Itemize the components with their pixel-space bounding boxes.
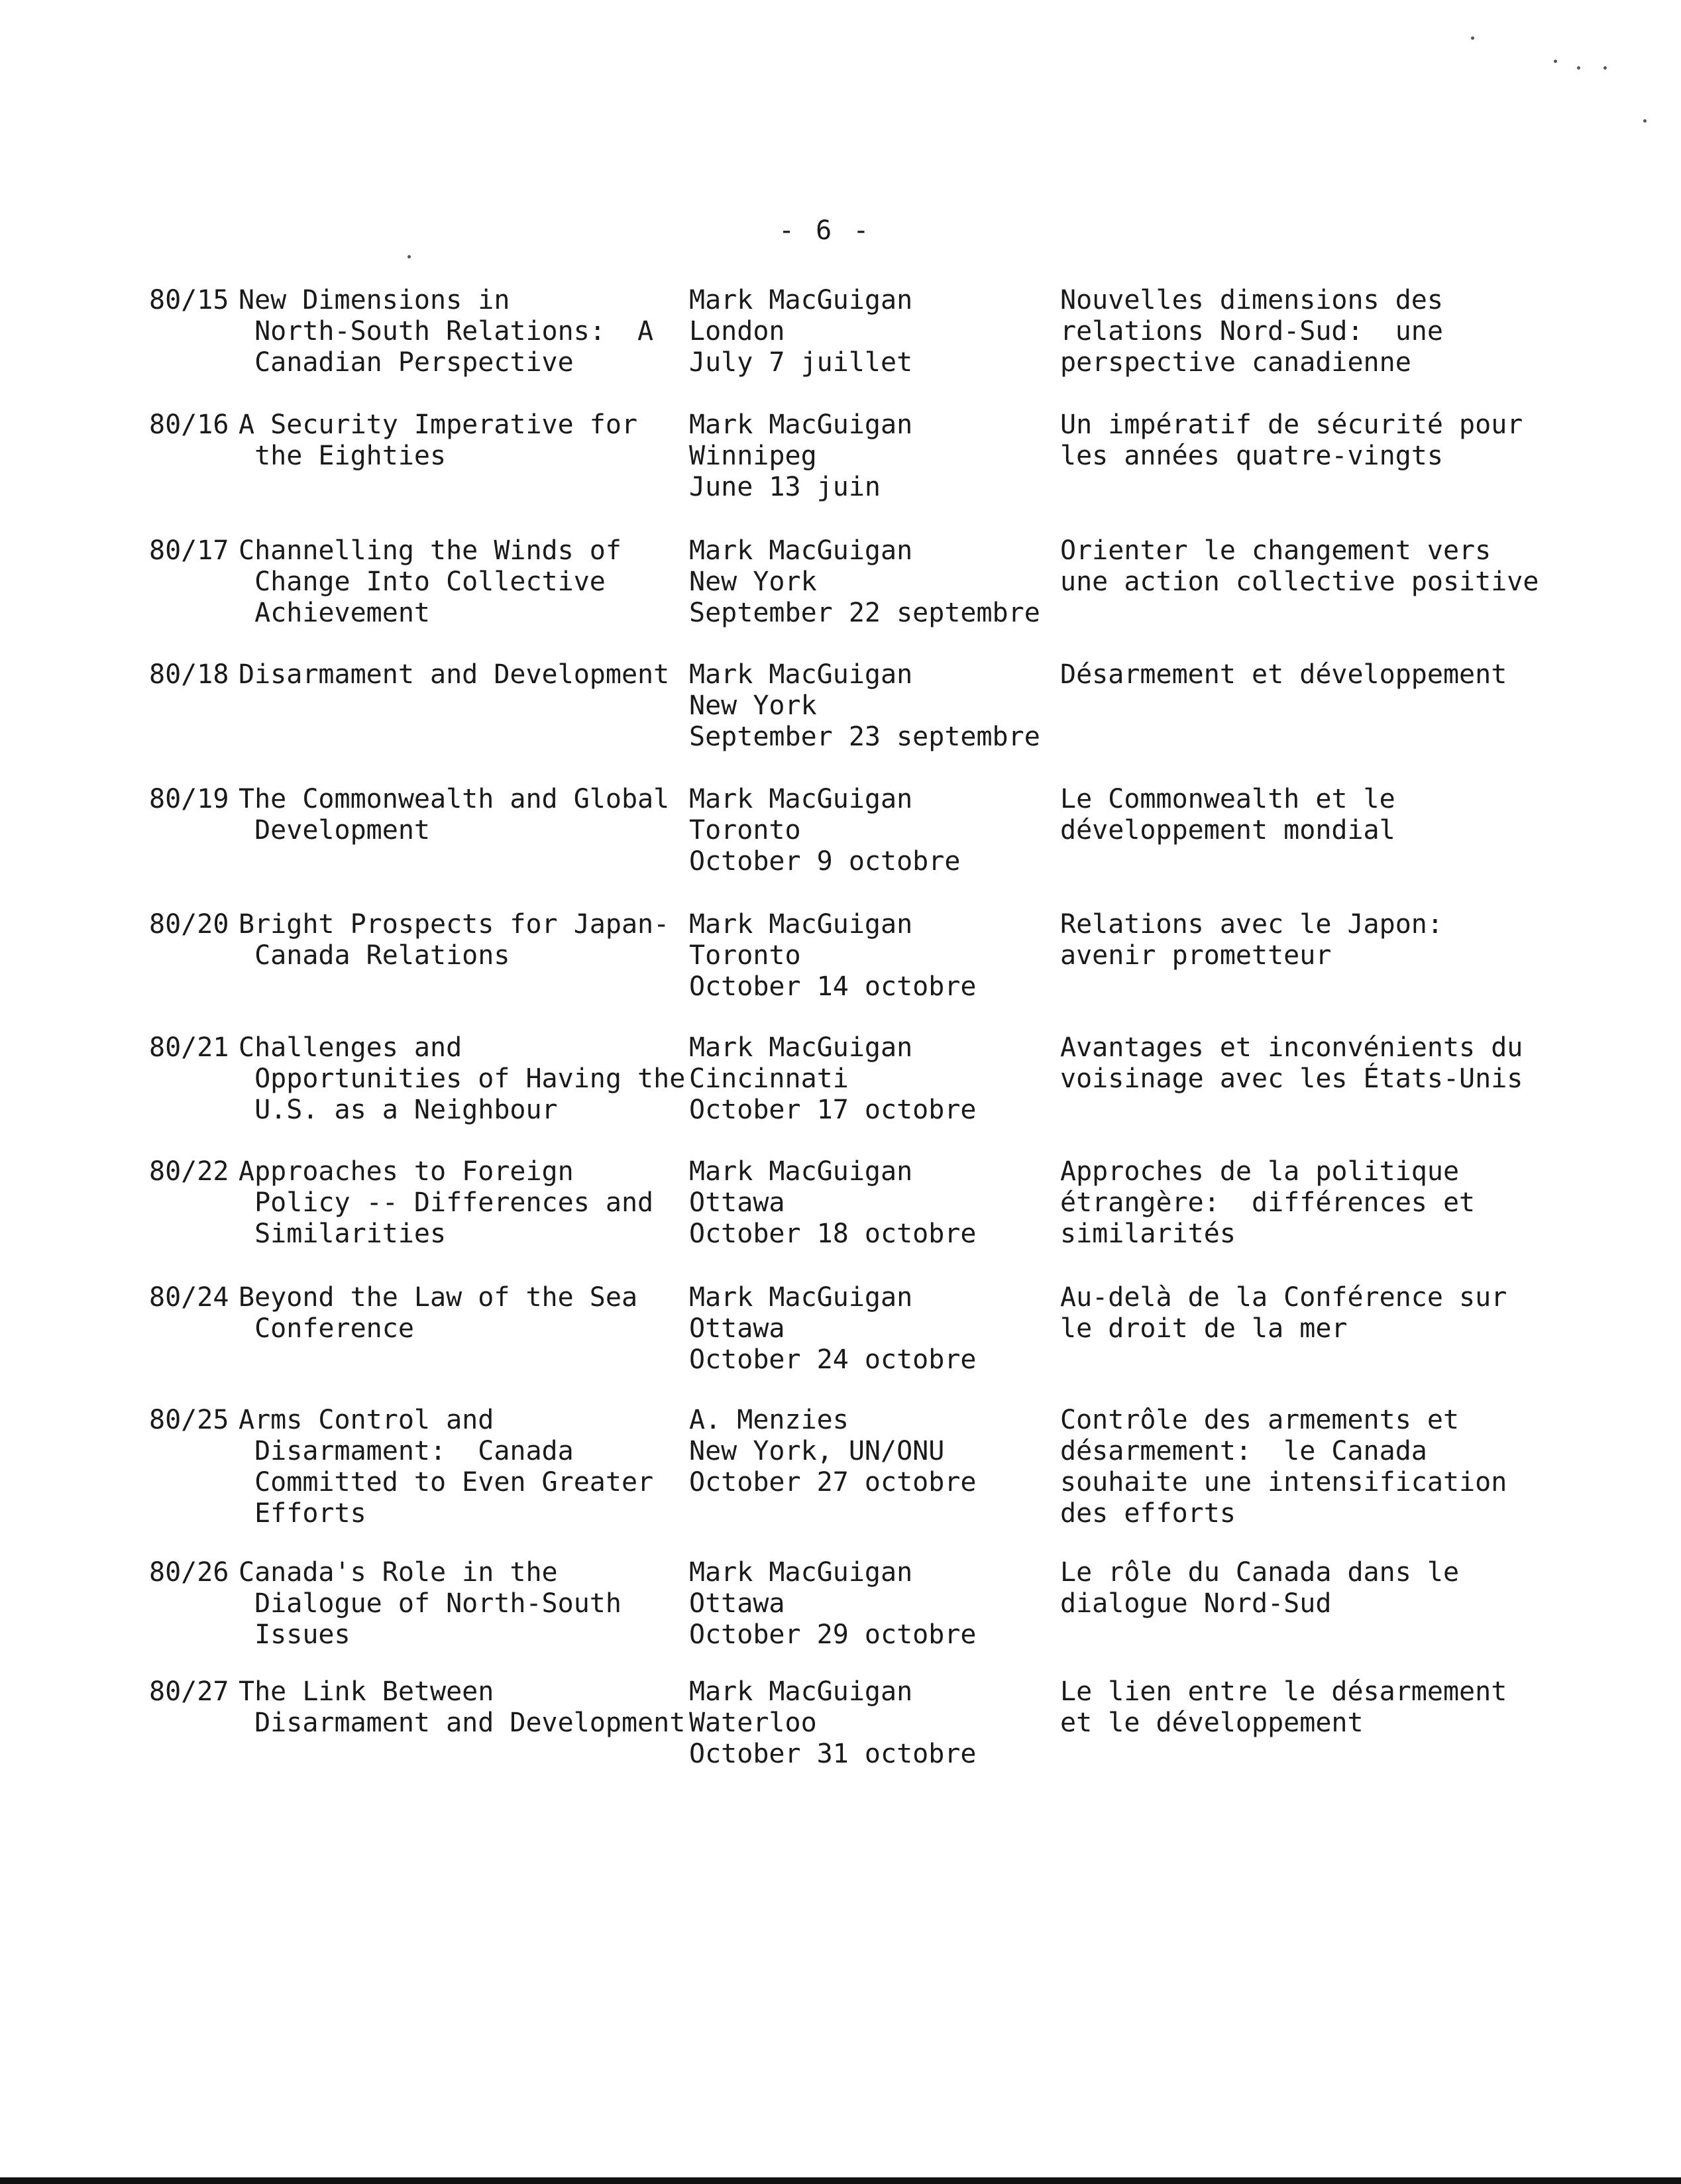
entry-french-title: Au-delà de la Conférence sur le droit de la mer <box>1060 1282 1507 1344</box>
entry-speaker: Mark MacGuigan Toronto October 9 octobre <box>689 784 961 877</box>
entry-title: Arms Control and Disarmament: Canada Committed to Even Greater Efforts <box>239 1405 654 1529</box>
entry-number: 80/21 <box>149 1032 229 1063</box>
entry-title: New Dimensions in North-South Relations: A Canadian Perspective <box>239 285 654 378</box>
entry-title: Channelling the Winds of Change Into Collective Achievement <box>239 535 622 628</box>
entry-title: Challenges and Opportunities of Having the U.S. as a Neighbour <box>239 1032 686 1125</box>
entry-french-title: Le Commonwealth et le développement mondial <box>1060 784 1395 846</box>
scan-speck <box>1577 66 1580 70</box>
scan-speck <box>407 255 411 258</box>
scan-speck <box>1643 119 1647 123</box>
entry-speaker: Mark MacGuigan Ottawa October 18 octobre <box>689 1156 977 1249</box>
entry-speaker: Mark MacGuigan Cincinnati October 17 octobre <box>689 1032 977 1125</box>
entry-speaker: Mark MacGuigan Ottawa October 29 octobre <box>689 1557 977 1650</box>
entry-french-title: Désarmement et développement <box>1060 659 1507 690</box>
entry-speaker: Mark MacGuigan Waterloo October 31 octobre <box>689 1676 977 1769</box>
scan-speck <box>1603 66 1607 70</box>
entry-title: The Link Between Disarmament and Development <box>239 1676 686 1738</box>
entry-title: The Commonwealth and Global Development <box>239 784 670 846</box>
scan-speck <box>1471 36 1474 40</box>
entry-speaker: Mark MacGuigan New York September 22 septembre <box>689 535 1040 628</box>
scan-bottom-edge <box>0 2177 1681 2184</box>
entry-speaker: A. Menzies New York, UN/ONU October 27 octobre <box>689 1405 977 1498</box>
entry-french-title: Orienter le changement vers une action collective positive <box>1060 535 1539 597</box>
scan-speck <box>1554 60 1557 63</box>
entry-french-title: Un impératif de sécurité pour les années quatre-vingts <box>1060 410 1523 471</box>
entry-french-title: Nouvelles dimensions des relations Nord-Sud: une perspective canadienne <box>1060 285 1443 378</box>
entry-number: 80/26 <box>149 1557 229 1588</box>
entry-speaker: Mark MacGuigan Toronto October 14 octobre <box>689 909 977 1002</box>
entry-number: 80/22 <box>149 1156 229 1187</box>
entry-title: Canada's Role in the Dialogue of North-South Issues <box>239 1557 622 1650</box>
entry-french-title: Le lien entre le désarmement et le développement <box>1060 1676 1507 1738</box>
entry-speaker: Mark MacGuigan Winnipeg June 13 juin <box>689 410 913 502</box>
entry-french-title: Le rôle du Canada dans le dialogue Nord-Sud <box>1060 1557 1460 1619</box>
page-number: - 6 - <box>779 215 872 246</box>
entry-title: Disarmament and Development <box>239 659 670 690</box>
entry-title: Bright Prospects for Japan- Canada Relations <box>239 909 670 971</box>
entry-speaker: Mark MacGuigan London July 7 juillet <box>689 285 913 378</box>
entry-number: 80/27 <box>149 1676 229 1707</box>
entry-title: Approaches to Foreign Policy -- Differences and Similarities <box>239 1156 654 1249</box>
entry-french-title: Relations avec le Japon: avenir prometteur <box>1060 909 1443 971</box>
entry-french-title: Avantages et inconvénients du voisinage avec les États-Unis <box>1060 1032 1523 1094</box>
entry-french-title: Contrôle des armements et désarmement: le Canada souhaite une intensification des efforts <box>1060 1405 1507 1529</box>
entry-number: 80/25 <box>149 1405 229 1435</box>
entry-title: A Security Imperative for the Eighties <box>239 410 638 471</box>
entry-number: 80/15 <box>149 285 229 315</box>
entry-number: 80/16 <box>149 410 229 440</box>
entry-title: Beyond the Law of the Sea Conference <box>239 1282 638 1344</box>
entry-speaker: Mark MacGuigan Ottawa October 24 octobre <box>689 1282 977 1375</box>
entry-speaker: Mark MacGuigan New York September 23 septembre <box>689 659 1040 752</box>
entry-number: 80/18 <box>149 659 229 690</box>
entry-number: 80/24 <box>149 1282 229 1313</box>
entry-french-title: Approches de la politique étrangère: différences et similarités <box>1060 1156 1476 1249</box>
entry-number: 80/17 <box>149 535 229 566</box>
entry-number: 80/20 <box>149 909 229 940</box>
entry-number: 80/19 <box>149 784 229 814</box>
